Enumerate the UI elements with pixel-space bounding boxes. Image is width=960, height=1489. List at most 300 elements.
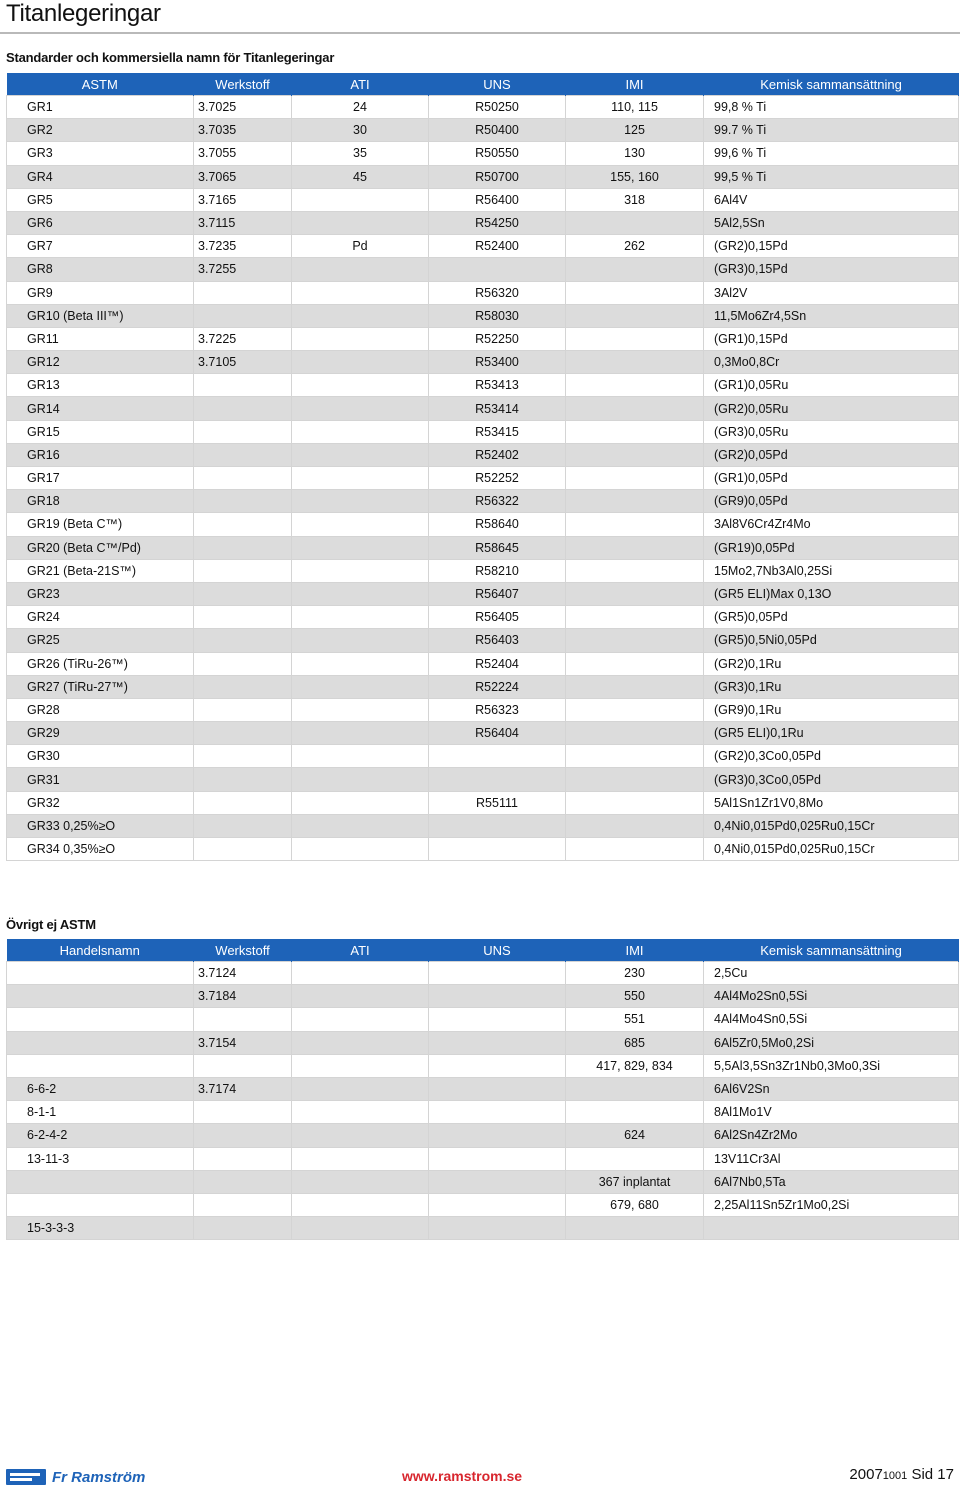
table-cell: GR29 bbox=[7, 722, 194, 745]
table-cell bbox=[292, 962, 429, 985]
table-row bbox=[7, 304, 959, 327]
table-cell: GR6 bbox=[7, 211, 194, 234]
table-cell: 15Mo2,7Nb3Al0,25Si bbox=[704, 559, 959, 582]
table-cell: (GR19)0,05Pd bbox=[704, 536, 959, 559]
table-cell bbox=[429, 1147, 566, 1170]
table-cell: R58210 bbox=[429, 559, 566, 582]
table-cell bbox=[194, 1124, 292, 1147]
table-row bbox=[7, 142, 959, 165]
table-cell: GR27 (TiRu-27™) bbox=[7, 675, 194, 698]
table-cell: 35 bbox=[292, 142, 429, 165]
table-cell bbox=[7, 985, 194, 1008]
table-cell: (GR2)0,15Pd bbox=[704, 235, 959, 258]
table-cell: 4Al4Mo2Sn0,5Si bbox=[704, 985, 959, 1008]
table-row bbox=[7, 420, 959, 443]
table-cell bbox=[194, 1147, 292, 1170]
table-cell: 99,6 % Ti bbox=[704, 142, 959, 165]
table-cell: 6Al7Nb0,5Ta bbox=[704, 1170, 959, 1193]
table-cell: (GR2)0,05Ru bbox=[704, 397, 959, 420]
table-cell: GR19 (Beta C™) bbox=[7, 513, 194, 536]
table-cell bbox=[292, 443, 429, 466]
table-cell: (GR2)0,1Ru bbox=[704, 652, 959, 675]
table-cell: GR15 bbox=[7, 420, 194, 443]
table-row bbox=[7, 443, 959, 466]
table-cell bbox=[292, 188, 429, 211]
table-cell: GR31 bbox=[7, 768, 194, 791]
table-cell: GR7 bbox=[7, 235, 194, 258]
page-number: Sid 17 bbox=[911, 1466, 954, 1483]
column-header: Kemisk sammansättning bbox=[704, 939, 959, 962]
table-cell bbox=[292, 327, 429, 350]
table-cell bbox=[194, 606, 292, 629]
table-cell: 5,5Al3,5Sn3Zr1Nb0,3Mo0,3Si bbox=[704, 1054, 959, 1077]
page-info bbox=[849, 1466, 954, 1483]
table-cell bbox=[194, 1008, 292, 1031]
table-cell: R56322 bbox=[429, 490, 566, 513]
table-cell: 685 bbox=[566, 1031, 704, 1054]
table-cell bbox=[292, 1170, 429, 1193]
table-cell: GR23 bbox=[7, 582, 194, 605]
table-cell bbox=[194, 675, 292, 698]
table-cell: 3.7035 bbox=[194, 119, 292, 142]
table-cell bbox=[194, 838, 292, 861]
table-cell bbox=[566, 606, 704, 629]
table-row bbox=[7, 675, 959, 698]
table-cell: 3.7154 bbox=[194, 1031, 292, 1054]
table-cell bbox=[292, 838, 429, 861]
table-cell: GR11 bbox=[7, 327, 194, 350]
table-row bbox=[7, 165, 959, 188]
table-cell bbox=[566, 629, 704, 652]
table-cell: 3Al8V6Cr4Zr4Mo bbox=[704, 513, 959, 536]
table-cell: (GR9)0,1Ru bbox=[704, 698, 959, 721]
table-cell bbox=[429, 1031, 566, 1054]
table-cell bbox=[194, 745, 292, 768]
table-cell: 0,3Mo0,8Cr bbox=[704, 351, 959, 374]
table-cell bbox=[292, 629, 429, 652]
table-cell: 13V11Cr3Al bbox=[704, 1147, 959, 1170]
table-row bbox=[7, 582, 959, 605]
table-cell bbox=[566, 351, 704, 374]
table-row bbox=[7, 1077, 959, 1100]
table-cell: GR34 0,35%≥O bbox=[7, 838, 194, 861]
table-cell bbox=[194, 814, 292, 837]
table-row bbox=[7, 629, 959, 652]
table-cell: R50250 bbox=[429, 96, 566, 119]
column-header: Handelsnamn bbox=[7, 939, 194, 962]
table-cell bbox=[292, 304, 429, 327]
table-cell bbox=[292, 513, 429, 536]
table-cell bbox=[194, 722, 292, 745]
year: 2007 bbox=[849, 1466, 883, 1483]
table-cell: 3.7025 bbox=[194, 96, 292, 119]
table-cell: 30 bbox=[292, 119, 429, 142]
table-cell: 8-1-1 bbox=[7, 1101, 194, 1124]
table-cell: (GR1)0,15Pd bbox=[704, 327, 959, 350]
table-cell bbox=[194, 1101, 292, 1124]
table-cell bbox=[292, 559, 429, 582]
table-cell bbox=[566, 536, 704, 559]
table-cell bbox=[194, 443, 292, 466]
table-cell: (GR5 ELI)0,1Ru bbox=[704, 722, 959, 745]
table-cell bbox=[429, 1170, 566, 1193]
table-row bbox=[7, 606, 959, 629]
table-cell: GR14 bbox=[7, 397, 194, 420]
table-cell: 2,25Al11Sn5Zr1Mo0,2Si bbox=[704, 1193, 959, 1216]
table-cell: GR18 bbox=[7, 490, 194, 513]
table-cell: R54250 bbox=[429, 211, 566, 234]
table-cell: 130 bbox=[566, 142, 704, 165]
table-cell bbox=[292, 985, 429, 1008]
table-cell: R56320 bbox=[429, 281, 566, 304]
table-cell bbox=[566, 490, 704, 513]
table-row bbox=[7, 235, 959, 258]
column-header: Kemisk sammansättning bbox=[704, 73, 959, 96]
table-cell bbox=[566, 374, 704, 397]
table-cell: R52252 bbox=[429, 467, 566, 490]
table-cell bbox=[292, 745, 429, 768]
table-cell bbox=[429, 838, 566, 861]
table-cell: 3.7255 bbox=[194, 258, 292, 281]
table-cell bbox=[194, 467, 292, 490]
table-cell bbox=[194, 1193, 292, 1216]
table-cell: 125 bbox=[566, 119, 704, 142]
table-cell bbox=[292, 698, 429, 721]
table-cell: GR12 bbox=[7, 351, 194, 374]
table-cell bbox=[292, 351, 429, 374]
table-row bbox=[7, 374, 959, 397]
table-cell: (GR2)0,05Pd bbox=[704, 443, 959, 466]
section-heading-standards: Standarder och kommersiella namn för Titanlegeringar bbox=[6, 50, 335, 65]
table-cell: R56400 bbox=[429, 188, 566, 211]
table-cell bbox=[566, 675, 704, 698]
table-cell bbox=[292, 536, 429, 559]
table-cell bbox=[292, 1217, 429, 1240]
table-cell bbox=[566, 327, 704, 350]
table-cell bbox=[292, 374, 429, 397]
table-cell: 99.7 % Ti bbox=[704, 119, 959, 142]
table-row bbox=[7, 838, 959, 861]
table-cell bbox=[429, 1008, 566, 1031]
table-cell: 8Al1Mo1V bbox=[704, 1101, 959, 1124]
table-cell: GR20 (Beta C™/Pd) bbox=[7, 536, 194, 559]
table-row bbox=[7, 119, 959, 142]
table-cell: 11,5Mo6Zr4,5Sn bbox=[704, 304, 959, 327]
table-cell: GR2 bbox=[7, 119, 194, 142]
table-cell bbox=[429, 745, 566, 768]
table-cell bbox=[429, 1217, 566, 1240]
table-cell bbox=[194, 768, 292, 791]
table-cell: R58030 bbox=[429, 304, 566, 327]
table-cell: GR3 bbox=[7, 142, 194, 165]
table-cell bbox=[292, 652, 429, 675]
table-cell bbox=[566, 838, 704, 861]
table-cell: R56403 bbox=[429, 629, 566, 652]
table-row bbox=[7, 258, 959, 281]
table-row bbox=[7, 96, 959, 119]
table-row bbox=[7, 490, 959, 513]
table-row bbox=[7, 351, 959, 374]
table-cell: 551 bbox=[566, 1008, 704, 1031]
table-cell: R56323 bbox=[429, 698, 566, 721]
table-cell bbox=[704, 1217, 959, 1240]
table-cell: 3.7105 bbox=[194, 351, 292, 374]
table-row bbox=[7, 397, 959, 420]
column-header: IMI bbox=[566, 939, 704, 962]
table-cell bbox=[194, 559, 292, 582]
table-cell bbox=[7, 1031, 194, 1054]
ramstrom-logo-icon bbox=[6, 1469, 46, 1485]
table-row bbox=[7, 327, 959, 350]
table-cell: R52224 bbox=[429, 675, 566, 698]
table-cell bbox=[566, 559, 704, 582]
other-alloys-table bbox=[6, 939, 959, 1240]
table-cell: 230 bbox=[566, 962, 704, 985]
table-cell bbox=[7, 1170, 194, 1193]
table-cell bbox=[292, 420, 429, 443]
table-cell: 110, 115 bbox=[566, 96, 704, 119]
table-cell bbox=[292, 722, 429, 745]
table-row bbox=[7, 791, 959, 814]
table-cell bbox=[194, 652, 292, 675]
table-cell bbox=[429, 962, 566, 985]
table-cell: 6Al5Zr0,5Mo0,2Si bbox=[704, 1031, 959, 1054]
table-cell: GR32 bbox=[7, 791, 194, 814]
table-row bbox=[7, 652, 959, 675]
table-cell: 24 bbox=[292, 96, 429, 119]
table-cell: Pd bbox=[292, 235, 429, 258]
table-cell bbox=[292, 1124, 429, 1147]
table-cell bbox=[566, 698, 704, 721]
table-cell: 417, 829, 834 bbox=[566, 1054, 704, 1077]
table-header-row bbox=[7, 73, 959, 96]
table-cell: R55111 bbox=[429, 791, 566, 814]
table-cell: 3.7225 bbox=[194, 327, 292, 350]
table-cell: GR30 bbox=[7, 745, 194, 768]
table-row bbox=[7, 1217, 959, 1240]
table-cell bbox=[566, 1217, 704, 1240]
table-cell: (GR5)0,5Ni0,05Pd bbox=[704, 629, 959, 652]
table-cell bbox=[194, 536, 292, 559]
table-cell: 6Al4V bbox=[704, 188, 959, 211]
company-logo bbox=[6, 1468, 145, 1486]
table-row bbox=[7, 281, 959, 304]
table-cell: 5Al2,5Sn bbox=[704, 211, 959, 234]
table-cell bbox=[194, 490, 292, 513]
table-cell: 99,8 % Ti bbox=[704, 96, 959, 119]
table-cell bbox=[566, 397, 704, 420]
table-cell bbox=[566, 1101, 704, 1124]
table-cell: 3.7065 bbox=[194, 165, 292, 188]
table-cell: 3.7124 bbox=[194, 962, 292, 985]
column-header: Werkstoff bbox=[194, 939, 292, 962]
table-cell: (GR1)0,05Ru bbox=[704, 374, 959, 397]
table-row bbox=[7, 745, 959, 768]
table-cell: (GR1)0,05Pd bbox=[704, 467, 959, 490]
table-cell: 6-6-2 bbox=[7, 1077, 194, 1100]
table-cell bbox=[292, 467, 429, 490]
table-cell bbox=[292, 1193, 429, 1216]
table-cell: R53413 bbox=[429, 374, 566, 397]
table-cell: GR9 bbox=[7, 281, 194, 304]
table-cell: 318 bbox=[566, 188, 704, 211]
standards-table bbox=[6, 73, 959, 861]
table-cell: GR24 bbox=[7, 606, 194, 629]
table-cell bbox=[429, 768, 566, 791]
table-cell bbox=[429, 1101, 566, 1124]
table-cell bbox=[292, 1008, 429, 1031]
table-cell bbox=[429, 1193, 566, 1216]
table-cell bbox=[194, 281, 292, 304]
table-cell: 6Al6V2Sn bbox=[704, 1077, 959, 1100]
table-cell bbox=[566, 1077, 704, 1100]
table-cell bbox=[194, 304, 292, 327]
column-header: IMI bbox=[566, 73, 704, 96]
table-cell bbox=[566, 791, 704, 814]
table-cell bbox=[292, 490, 429, 513]
table-header-row bbox=[7, 939, 959, 962]
table-row bbox=[7, 1031, 959, 1054]
table-cell bbox=[292, 814, 429, 837]
table-cell: 2,5Cu bbox=[704, 962, 959, 985]
table-cell bbox=[292, 606, 429, 629]
table-cell: R52250 bbox=[429, 327, 566, 350]
table-cell bbox=[566, 211, 704, 234]
table-cell bbox=[292, 211, 429, 234]
page-title: Titanlegeringar bbox=[6, 0, 161, 27]
table-cell bbox=[566, 467, 704, 490]
table-row bbox=[7, 962, 959, 985]
table-cell: 4Al4Mo4Sn0,5Si bbox=[704, 1008, 959, 1031]
table-cell bbox=[194, 1170, 292, 1193]
table-row bbox=[7, 188, 959, 211]
table-cell bbox=[292, 791, 429, 814]
table-row bbox=[7, 985, 959, 1008]
table-cell: 3.7235 bbox=[194, 235, 292, 258]
table-cell bbox=[292, 1077, 429, 1100]
section-heading-other: Övrigt ej ASTM bbox=[6, 917, 96, 932]
table-cell: (GR5 ELI)Max 0,13O bbox=[704, 582, 959, 605]
table-row bbox=[7, 211, 959, 234]
table-cell: R58645 bbox=[429, 536, 566, 559]
table-cell bbox=[194, 791, 292, 814]
column-header: ATI bbox=[292, 939, 429, 962]
table-cell bbox=[566, 420, 704, 443]
table-cell bbox=[566, 722, 704, 745]
doc-code: 1001 bbox=[882, 1470, 908, 1482]
table-cell: GR21 (Beta-21S™) bbox=[7, 559, 194, 582]
table-row bbox=[7, 814, 959, 837]
table-cell bbox=[566, 582, 704, 605]
table-cell bbox=[292, 281, 429, 304]
table-cell: GR16 bbox=[7, 443, 194, 466]
table-cell bbox=[566, 745, 704, 768]
table-cell bbox=[566, 443, 704, 466]
page-footer bbox=[0, 1460, 960, 1489]
table-cell bbox=[194, 1217, 292, 1240]
table-cell: (GR3)0,05Ru bbox=[704, 420, 959, 443]
table-row bbox=[7, 1170, 959, 1193]
table-row bbox=[7, 1008, 959, 1031]
table-cell bbox=[429, 985, 566, 1008]
table-cell bbox=[292, 675, 429, 698]
table-cell: GR33 0,25%≥O bbox=[7, 814, 194, 837]
table-cell bbox=[292, 1101, 429, 1124]
table-row bbox=[7, 1124, 959, 1147]
table-cell bbox=[194, 629, 292, 652]
table-cell bbox=[194, 420, 292, 443]
table-cell: GR17 bbox=[7, 467, 194, 490]
table-cell: GR13 bbox=[7, 374, 194, 397]
table-cell: 45 bbox=[292, 165, 429, 188]
table-cell bbox=[429, 814, 566, 837]
table-cell: R50400 bbox=[429, 119, 566, 142]
table-cell: R52404 bbox=[429, 652, 566, 675]
table-cell: GR1 bbox=[7, 96, 194, 119]
table-cell bbox=[194, 698, 292, 721]
table-cell: 3.7174 bbox=[194, 1077, 292, 1100]
table-cell: R53400 bbox=[429, 351, 566, 374]
table-cell: R52402 bbox=[429, 443, 566, 466]
table-cell: (GR5)0,05Pd bbox=[704, 606, 959, 629]
table-cell: 3Al2V bbox=[704, 281, 959, 304]
table-cell: R56407 bbox=[429, 582, 566, 605]
table-cell: R53414 bbox=[429, 397, 566, 420]
table-row bbox=[7, 1147, 959, 1170]
table-row bbox=[7, 698, 959, 721]
table-cell: 367 inplantat bbox=[566, 1170, 704, 1193]
table-cell: 550 bbox=[566, 985, 704, 1008]
table-cell: GR8 bbox=[7, 258, 194, 281]
table-cell bbox=[566, 652, 704, 675]
table-row bbox=[7, 513, 959, 536]
table-cell: (GR3)0,3Co0,05Pd bbox=[704, 768, 959, 791]
table-cell bbox=[292, 768, 429, 791]
table-cell: (GR2)0,3Co0,05Pd bbox=[704, 745, 959, 768]
table-cell bbox=[194, 513, 292, 536]
table-cell: GR4 bbox=[7, 165, 194, 188]
table-cell bbox=[7, 962, 194, 985]
table-cell: 0,4Ni0,015Pd0,025Ru0,15Cr bbox=[704, 814, 959, 837]
table-cell: R56404 bbox=[429, 722, 566, 745]
table-cell: GR25 bbox=[7, 629, 194, 652]
table-row bbox=[7, 559, 959, 582]
column-header: ASTM bbox=[7, 73, 194, 96]
table-cell: 3.7184 bbox=[194, 985, 292, 1008]
table-cell bbox=[566, 281, 704, 304]
table-cell: 6Al2Sn4Zr2Mo bbox=[704, 1124, 959, 1147]
table-cell: 3.7165 bbox=[194, 188, 292, 211]
table-cell: GR10 (Beta III™) bbox=[7, 304, 194, 327]
company-name: Fr Ramström bbox=[52, 1468, 146, 1486]
table-cell: R50550 bbox=[429, 142, 566, 165]
table-cell bbox=[194, 582, 292, 605]
table-cell bbox=[292, 1147, 429, 1170]
table-cell: 99,5 % Ti bbox=[704, 165, 959, 188]
table-row bbox=[7, 536, 959, 559]
website-link[interactable]: www.ramstrom.se bbox=[402, 1468, 523, 1484]
table-cell bbox=[566, 304, 704, 327]
table-cell: R53415 bbox=[429, 420, 566, 443]
table-cell bbox=[7, 1193, 194, 1216]
table-cell: GR28 bbox=[7, 698, 194, 721]
table-row bbox=[7, 768, 959, 791]
table-cell: (GR3)0,1Ru bbox=[704, 675, 959, 698]
table-cell bbox=[429, 1054, 566, 1077]
table-cell: 3.7115 bbox=[194, 211, 292, 234]
table-cell: 6-2-4-2 bbox=[7, 1124, 194, 1147]
table-row bbox=[7, 467, 959, 490]
